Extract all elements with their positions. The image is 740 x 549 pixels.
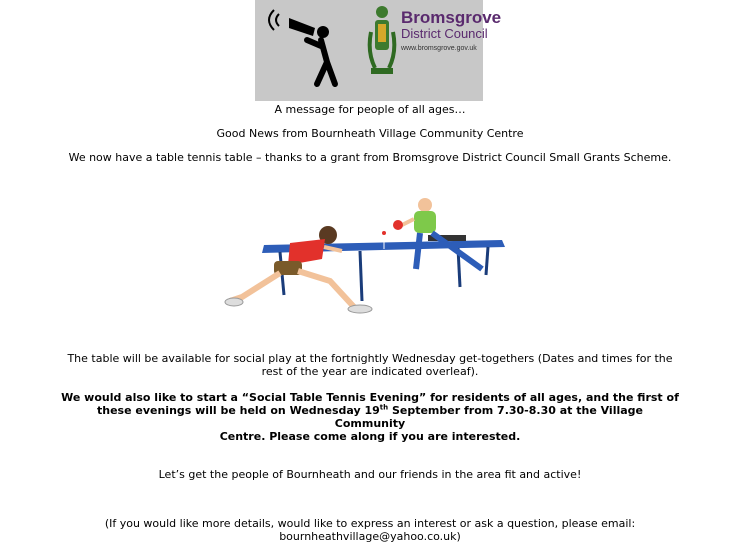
council-crest-icon <box>365 2 399 82</box>
availability-line-2: rest of the year are indicated overleaf). <box>261 365 479 378</box>
date-suffix: th <box>379 403 389 412</box>
council-url: www.bromsgrove.gov.uk <box>401 45 477 53</box>
council-name: Bromsgrove <box>401 8 502 27</box>
contact-line-1: (If you would like more details, would like to express an interest or ask a question, please email: <box>104 517 636 530</box>
council-subtitle: District Council <box>401 25 488 41</box>
evening-date-rest: September from 7.30-8.30 at the Village Community <box>334 404 643 430</box>
contact-email[interactable]: bournheathvillage@yahoo.co.uk) <box>279 530 461 543</box>
headline-text: Good News from Bournheath Village Community Centre <box>216 127 524 140</box>
announcement-text: We now have a table tennis table – thanks to a grant from Bromsgrove District Council Small Grants Scheme. <box>68 151 672 164</box>
evening-date-prefix: these evenings will be held on Wednesday 19 <box>96 404 380 417</box>
megaphone-figure-icon <box>255 0 375 101</box>
evening-line-1: We would also like to start a “Social Table Tennis Evening” for residents of all ages, and the first of <box>61 391 679 404</box>
contact-paragraph <box>60 517 680 543</box>
evening-line-2 <box>60 404 680 430</box>
evening-line-3: Centre. Please come along if you are interested. <box>219 430 521 443</box>
header-banner <box>255 0 502 101</box>
evening-paragraph <box>60 391 680 443</box>
availability-paragraph <box>60 352 680 378</box>
intro-text: A message for people of all ages… <box>274 103 466 116</box>
council-logo <box>401 9 501 53</box>
call-to-action-text: Let’s get the people of Bournheath and our friends in the area fit and active! <box>158 468 582 481</box>
availability-line-1: The table will be available for social play at the fortnightly Wednesday get-togethers (Dates and times for the <box>67 352 673 365</box>
table-tennis-illustration <box>220 195 515 317</box>
